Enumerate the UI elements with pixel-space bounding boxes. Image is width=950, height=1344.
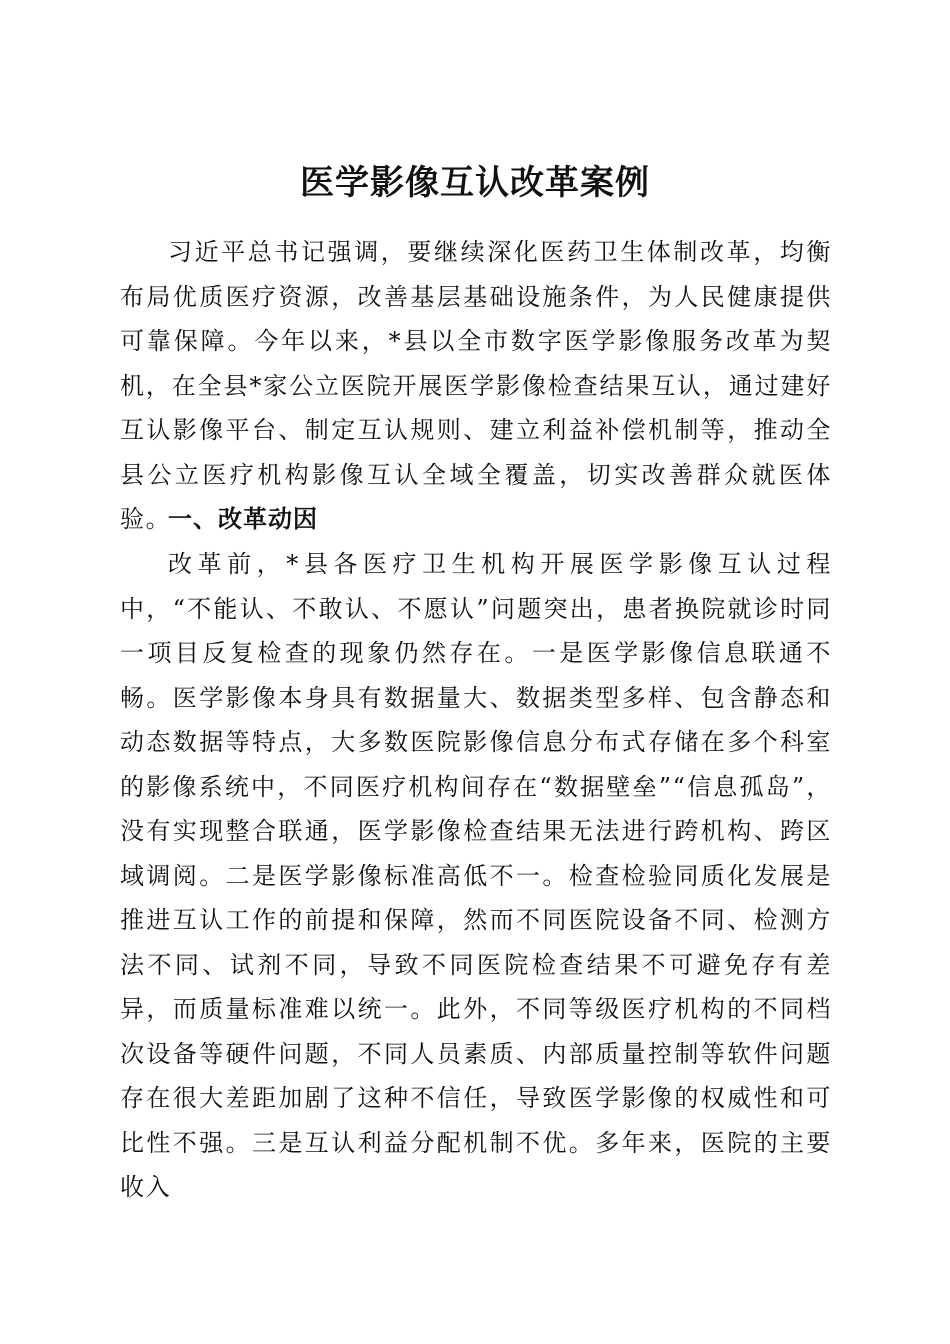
intro-paragraph: 习近平总书记强调，要继续深化医药卫生体制改革，均衡布局优质医疗资源，改善基层基础设施条件，为人民健康提供可靠保障。今年以来，*县以全市数字医学影像服务改革为契机，在全县*家公立医院开展医学影像检查结果互认，通过建好互认影像平台、制定互认规则、建立利益补偿机制等，推动全县公立医疗机构影像互认全域全覆盖，切实改善群众就医体验。 (120, 238, 832, 533)
document-title: 医学影像互认改革案例 (300, 162, 650, 203)
section-paragraph-reform-motivation: 改革前，*县各医疗卫生机构开展医学影像互认过程中，“不能认、不敢认、不愿认”问题突出，患者换院就诊时同一项目反复检查的现象仍然存在。一是医学影像信息联通不畅。医学影像本身具有数据量大、数据类型多样、包含静态和动态数据等特点，大多数医院影像信息分布式存储在多个科室的影像系统中，不同医疗机构间存在“数据壁垒”“信息孤岛”，没有实现整合联通，医学影像检查结果无法进行跨机构、跨区域调阅。二是医学影像标准高低不一。检查检验同质化发展是推进互认工作的前提和保障，然而不同医院设备不同、检测方法不同、试剂不同，导致不同医院检查结果不可避免存有差异，而质量标准难以统一。此外，不同等级医疗机构的不同档次设备等硬件问题，不同人员素质、内部质量控制等软件问题存在很大差距加剧了这种不信任，导致医学影像的权威性和可比性不强。三是互认利益分配机制不优。多年来，医院的主要收入 (120, 550, 832, 1201)
section-heading-reform-motivation: 一、改革动因 (168, 505, 318, 533)
